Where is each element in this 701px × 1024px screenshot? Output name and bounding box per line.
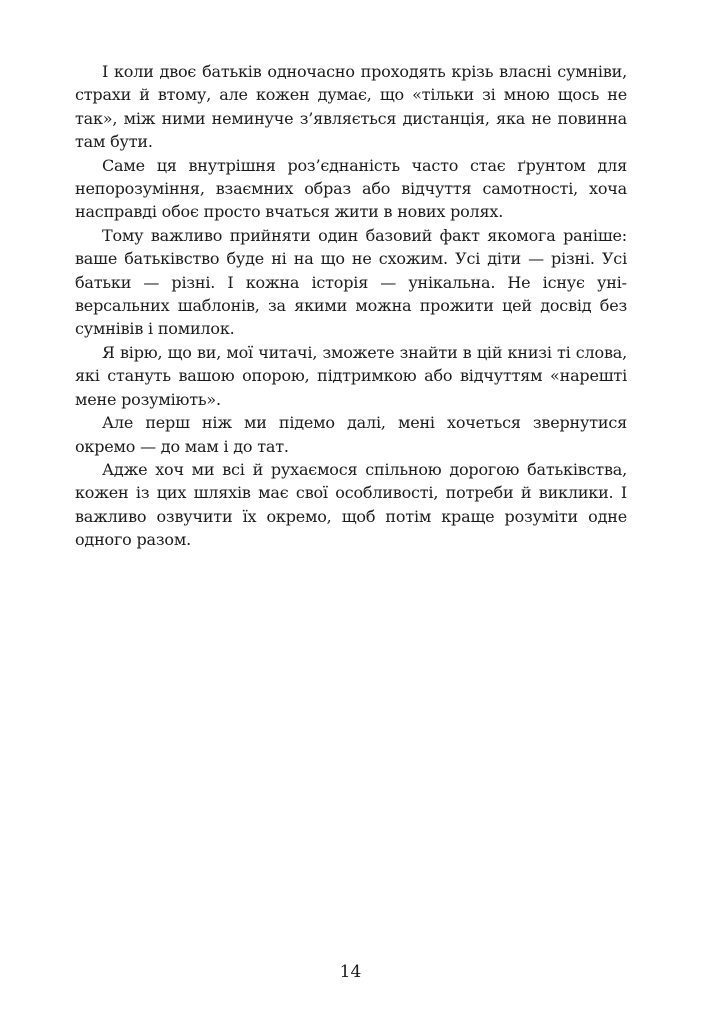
page-number: 14: [339, 962, 362, 982]
paragraph-1: І коли двоє батьків одночасно проходять крізь власні сумніви, страхи й втому, але кожен думає, що «тільки зі мною щось не так», між ними неминуче з’являється дистанція, яка не повинна там бути.: [75, 62, 627, 152]
paragraph-2: Саме ця внутрішня роз’єднаність часто стає ґрунтом для непорозуміння, взаємних образ або відчуття самотності, хоча насправді обоє просто вчаться жити в нових ролях.: [75, 155, 627, 222]
paragraph-4: Я вірю, що ви, мої читачі, зможете знайти в цій книзі ті слова, які стануть вашою опорою, підтримкою або відчуттям «нарешті мене розуміють».: [75, 342, 627, 409]
paragraph-6: Адже хоч ми всі й рухаємося спільною дорогою батьківства, кожен із цих шляхів має свої особливості, потреби й виклики. І важливо озвучити їх окремо, щоб потім краще розуміти одне одного разом.: [75, 459, 627, 550]
paragraph-3: Тому важливо прийняти один базовий факт якомога раніше: ваше батьківство буде ні на що не схожим. Усі діти — різні. Усі батьки — різні. І кожна історія — унікальна. Не існує універсальних шаблонів, за якими можна прожити цей досвід без сумнівів і помилок.: [75, 225, 627, 339]
page-body: [75, 60, 627, 552]
paragraph-5: Але перш ніж ми підемо далі, мені хочеться звернутися окремо — до мам і до тат.: [75, 413, 627, 456]
